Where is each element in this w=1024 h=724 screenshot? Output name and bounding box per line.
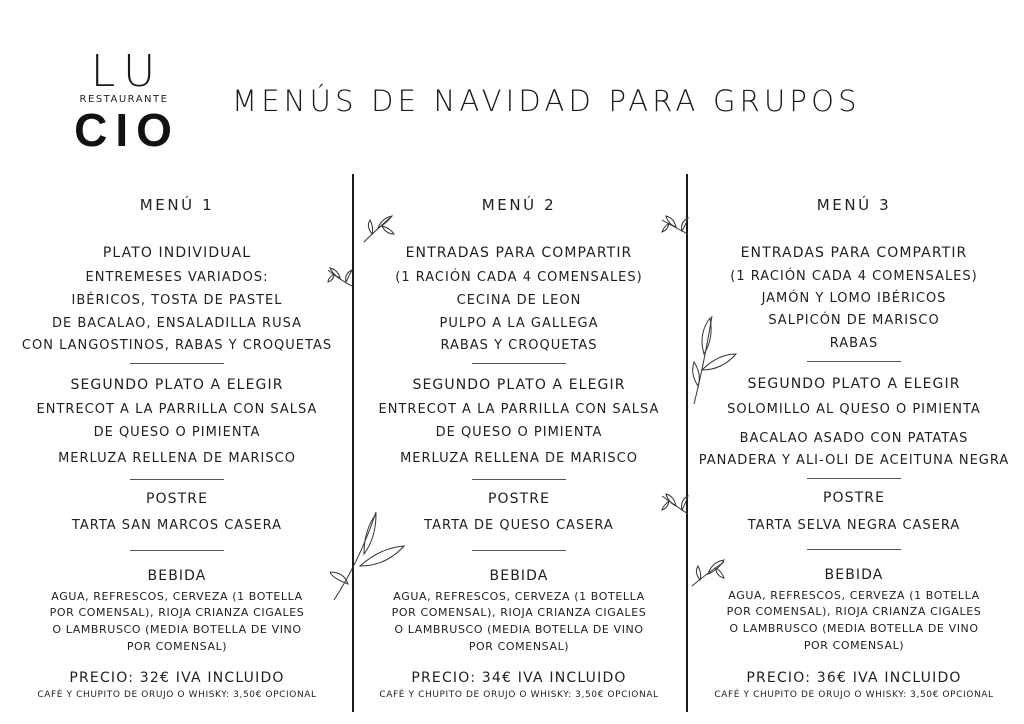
- starter-line: IBÉRICOS, TOSTA DE PASTEL: [71, 293, 283, 308]
- starter-heading: ENTRADAS PARA COMPARTIR: [405, 245, 633, 261]
- drink-line: POR COMENSAL), RIOJA CRIANZA CIGALES: [726, 605, 982, 618]
- starter-line: JAMÓN Y LOMO IBÉRICOS: [761, 291, 947, 306]
- logo-middle-text: RESTAURANTE: [79, 94, 169, 105]
- price: PRECIO: 36€ IVA INCLUIDO: [746, 670, 962, 686]
- drink-line: O LAMBRUSCO (MEDIA BOTELLA DE VINO: [394, 623, 644, 636]
- menu-1-column: [7, 0, 347, 724]
- starter-line: CECINA DE LEON: [456, 293, 582, 308]
- logo-top-text: LU: [90, 46, 166, 97]
- main-line: DE QUESO O PIMIENTA: [435, 425, 603, 440]
- drink-line: AGUA, REFRESCOS, CERVEZA (1 BOTELLA: [51, 590, 303, 603]
- drink-heading: BEBIDA: [147, 568, 207, 584]
- menu-3-column: [684, 0, 1024, 724]
- section-divider: [130, 363, 224, 364]
- starter-line: ENTREMESES VARIADOS:: [85, 270, 269, 285]
- main-heading: SEGUNDO PLATO A ELEGIR: [747, 376, 961, 392]
- main-line: MERLUZA RELLENA DE MARISCO: [400, 451, 638, 466]
- drink-line: POR COMENSAL): [468, 640, 570, 653]
- dessert-item: TARTA SAN MARCOS CASERA: [71, 518, 283, 533]
- dessert-item: TARTA DE QUESO CASERA: [424, 518, 614, 533]
- page-title: MENÚS DE NAVIDAD PARA GRUPOS: [232, 84, 861, 118]
- main-line: MERLUZA RELLENA DE MARISCO: [58, 451, 296, 466]
- extra-option: CAFÉ Y CHUPITO DE ORUJO O WHISKY: 3,50€ OPCIONAL: [714, 690, 994, 700]
- menu-title: MENÚ 2: [481, 196, 557, 214]
- drink-heading: BEBIDA: [489, 568, 549, 584]
- dessert-item: TARTA SELVA NEGRA CASERA: [747, 518, 961, 533]
- drink-line: POR COMENSAL), RIOJA CRIANZA CIGALES: [49, 606, 305, 619]
- main-line: PANADERA Y ALI-OLI DE ACEITUNA NEGRA: [698, 453, 1010, 468]
- logo-bottom-text: CIO: [74, 104, 180, 156]
- starter-line: (1 RACIÓN CADA 4 COMENSALES): [730, 269, 978, 284]
- drink-line: O LAMBRUSCO (MEDIA BOTELLA DE VINO: [729, 622, 979, 635]
- drink-line: POR COMENSAL), RIOJA CRIANZA CIGALES: [391, 606, 647, 619]
- main-line: BACALAO ASADO CON PATATAS: [739, 431, 969, 446]
- drink-heading: BEBIDA: [824, 567, 884, 583]
- starter-heading: ENTRADAS PARA COMPARTIR: [740, 245, 968, 261]
- main-line: ENTRECOT A LA PARRILLA CON SALSA: [36, 402, 318, 417]
- menu-title: MENÚ 3: [816, 196, 892, 214]
- menu-title: MENÚ 1: [139, 196, 215, 214]
- section-divider: [130, 479, 224, 480]
- starter-line: SALPICÓN DE MARISCO: [768, 313, 940, 328]
- menu-2-column: [349, 0, 689, 724]
- price: PRECIO: 34€ IVA INCLUIDO: [411, 670, 627, 686]
- starter-line: CON LANGOSTINOS, RABAS Y CROQUETAS: [21, 338, 333, 353]
- extra-option: CAFÉ Y CHUPITO DE ORUJO O WHISKY: 3,50€ OPCIONAL: [379, 690, 659, 700]
- dessert-heading: POSTRE: [487, 491, 551, 507]
- section-divider: [472, 363, 566, 364]
- main-line: ENTRECOT A LA PARRILLA CON SALSA: [378, 402, 660, 417]
- main-heading: SEGUNDO PLATO A ELEGIR: [412, 377, 626, 393]
- starter-line: DE BACALAO, ENSALADILLA RUSA: [52, 316, 302, 331]
- section-divider: [472, 550, 566, 551]
- main-line: DE QUESO O PIMIENTA: [93, 425, 261, 440]
- starter-line: PULPO A LA GALLEGA: [439, 316, 599, 331]
- drink-line: AGUA, REFRESCOS, CERVEZA (1 BOTELLA: [728, 589, 980, 602]
- drink-line: O LAMBRUSCO (MEDIA BOTELLA DE VINO: [52, 623, 302, 636]
- starter-line: (1 RACIÓN CADA 4 COMENSALES): [395, 270, 643, 285]
- starter-line: RABAS: [829, 336, 879, 351]
- drink-line: POR COMENSAL): [126, 640, 228, 653]
- section-divider: [807, 549, 901, 550]
- starter-heading: PLATO INDIVIDUAL: [102, 245, 252, 261]
- extra-option: CAFÉ Y CHUPITO DE ORUJO O WHISKY: 3,50€ OPCIONAL: [37, 690, 317, 700]
- section-divider: [807, 361, 901, 362]
- main-line: SOLOMILLO AL QUESO O PIMIENTA: [727, 402, 981, 417]
- main-heading: SEGUNDO PLATO A ELEGIR: [70, 377, 284, 393]
- starter-line: RABAS Y CROQUETAS: [440, 338, 598, 353]
- drink-line: AGUA, REFRESCOS, CERVEZA (1 BOTELLA: [393, 590, 645, 603]
- section-divider: [130, 550, 224, 551]
- dessert-heading: POSTRE: [822, 490, 886, 506]
- section-divider: [807, 478, 901, 479]
- price: PRECIO: 32€ IVA INCLUIDO: [69, 670, 285, 686]
- drink-line: POR COMENSAL): [803, 639, 905, 652]
- section-divider: [472, 479, 566, 480]
- dessert-heading: POSTRE: [145, 491, 209, 507]
